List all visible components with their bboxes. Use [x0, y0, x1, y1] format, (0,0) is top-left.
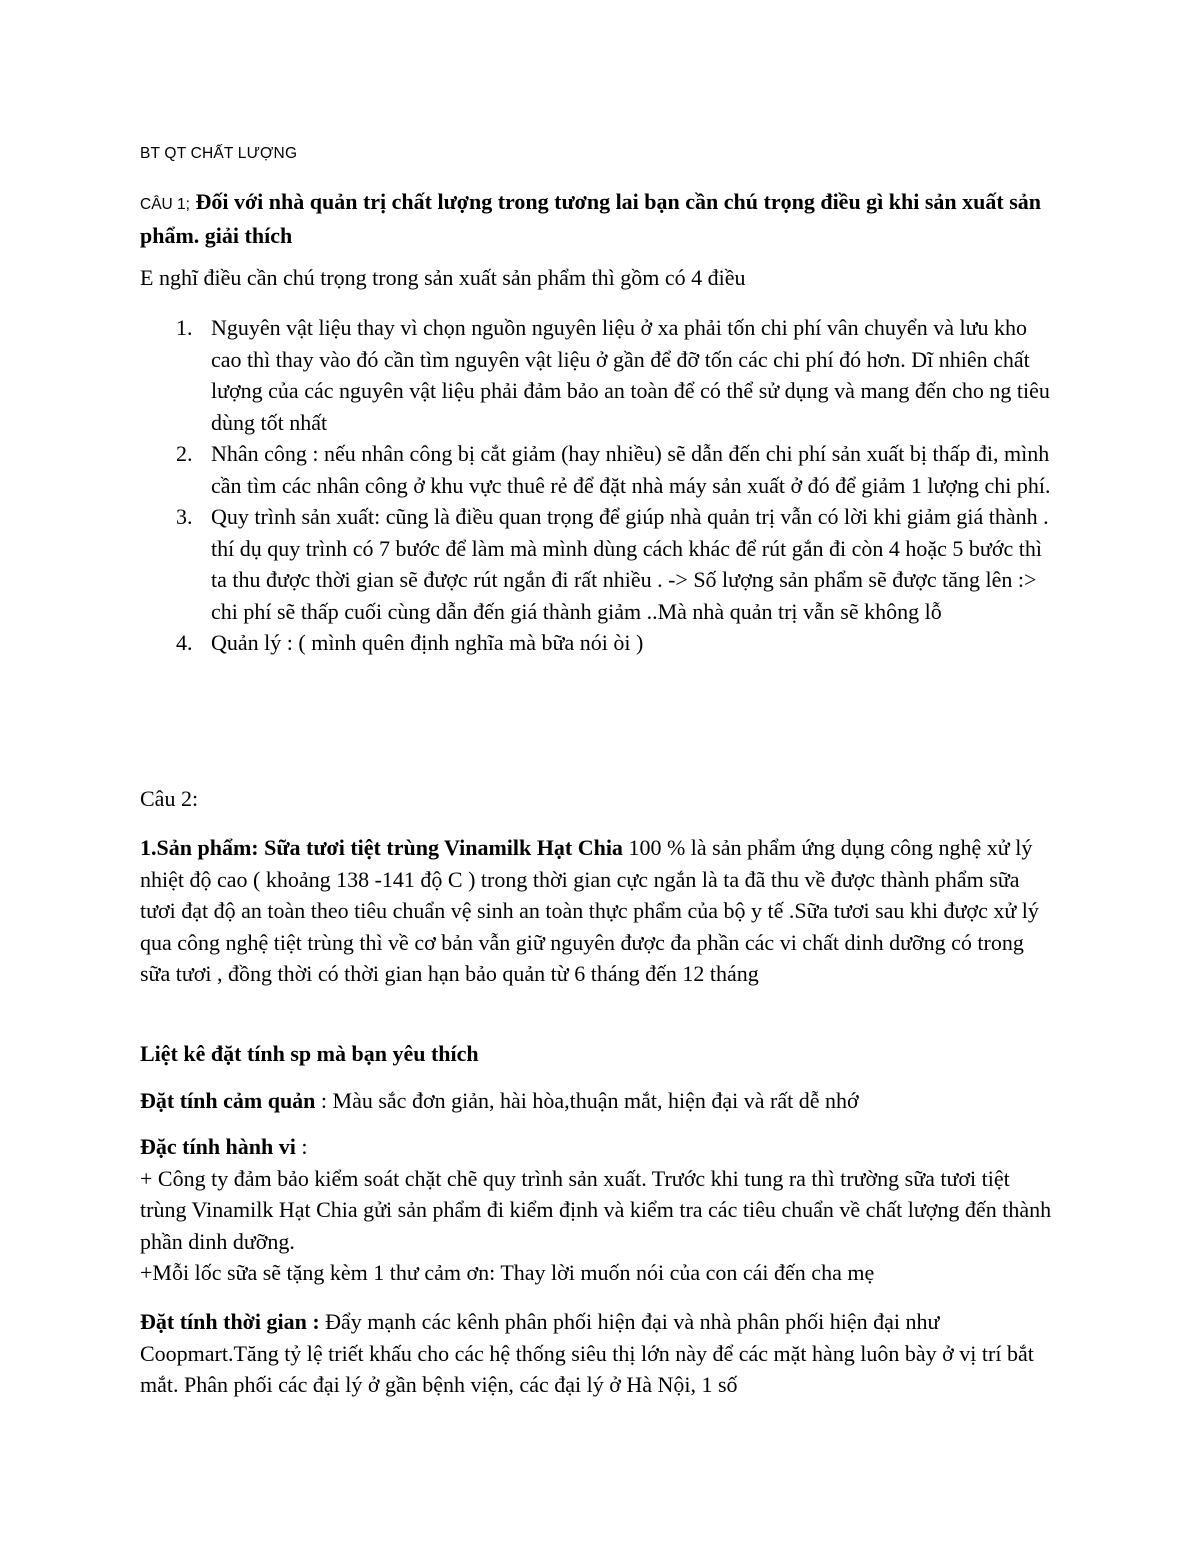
question-2-label: Câu 2: [140, 786, 199, 811]
question-1-label: CÂU 1; [140, 196, 190, 213]
question-1-intro: E nghĩ điều cần chú trọng trong sản xuất sản phẩm thì gồm có 4 điều [140, 265, 746, 290]
list-item-number: 3. [176, 504, 193, 529]
behavior-line-2: +Mỗi lốc sữa sẽ tặng kèm 1 thư cảm ơn: Thay lời muốn nói của con cái đến cha mẹ [140, 1260, 875, 1285]
list-item-text: Nhân công : nếu nhân công bị cắt giảm (hay nhiều) sẽ dẫn đến chi phí sản xuất bị thấp đi, mình cần tìm các nhân công ở khu vực thuê rẻ để đặt nhà máy sản xuất ở đó để giảm 1 lượng chi phí. [211, 441, 1051, 498]
product-lead: 1.Sản phẩm: Sữa tươi tiệt trùng Vinamilk Hạt Chia [140, 835, 623, 860]
question-1-text: Đối với nhà quản trị chất lượng trong tương lai bạn cần chú trọng điều gì khi sản xuất sản phẩm. giải thích [140, 189, 1042, 248]
list-item [140, 312, 1055, 438]
list-item-text: Quy trình sản xuất: cũng là điều quan trọng để giúp nhà quản trị vẫn có lời khi giảm giá thành . thí dụ quy trình có 7 bước để làm mà mình dùng cách khác để rút gắn đi còn 4 hoặc 5 bước thì ta thu được thời gian sẽ được rút ngắn đi rất nhiều . -> Số lượng sản phẩm sẽ được tăng lên :> chi phí sẽ thấp cuối cùng dẫn đến giá thành giảm ..Mà nhà quản trị vẫn sẽ không lỗ [211, 504, 1049, 624]
behavior-line-1: + Công ty đảm bảo kiểm soát chặt chẽ quy trình sản xuất. Trước khi tung ra thì trường sữa tươi tiệt trùng Vinamilk Hạt Chia gửi sản phẩm đi kiểm định và kiểm tra các tiêu chuẩn về chất lượng đến thành phần dinh dưỡng. [140, 1165, 1052, 1254]
list-item-number: 1. [176, 315, 193, 340]
sensory-text: : Màu sắc đơn giản, hài hòa,thuận mắt, hiện đại và rất dễ nhớ [315, 1088, 859, 1113]
sensory-label: Đặt tính cảm quản [140, 1088, 316, 1113]
time-paragraph [140, 1306, 1055, 1401]
list-item [140, 627, 1055, 659]
behavior-label: Đặc tính hành vi [140, 1134, 296, 1159]
list-item [140, 501, 1055, 627]
list-item [140, 438, 1055, 501]
question-1-heading [140, 186, 1060, 251]
time-label: Đặt tính thời gian : [140, 1309, 320, 1334]
behavior-heading [140, 1131, 1055, 1163]
time-text: Đẩy mạnh các kênh phân phối hiện đại và nhà phân phối hiện đại như Coopmart.Tăng tỷ lệ triết khấu cho các hệ thống siêu thị lớn này để các mặt hàng luôn bày ở vị trí bắt mắt. Phân phối các đại lý ở gần bệnh viện, các đại lý ở Hà Nội, 1 số [140, 1309, 1034, 1397]
behavior-colon: : [295, 1134, 308, 1159]
list-item-number: 2. [176, 441, 193, 466]
behavior-paragraph [140, 1131, 1055, 1289]
features-heading: Liệt kê đặt tính sp mà bạn yêu thích [140, 1041, 479, 1066]
question-1-list [140, 312, 1055, 659]
list-item-number: 4. [176, 630, 193, 655]
sensory-paragraph [140, 1085, 1055, 1117]
product-paragraph [140, 832, 1055, 990]
product-text: 100 % là sản phẩm ứng dụng công nghệ xử lý nhiệt độ cao ( khoảng 138 -141 độ C ) trong thời gian cực ngắn là ta đã thu về được thành phẩm sữa tươi đạt độ an toàn theo tiêu chuẩn vệ sinh an toàn thực phẩm của bộ y tế .Sữa tươi sau khi được xử lý qua công nghệ tiệt trùng thì về cơ bản vẫn giữ nguyên được đa phần các vi chất dinh dưỡng có trong sữa tươi , đồng thời có thời gian hạn bảo quản từ 6 tháng đến 12 tháng [140, 835, 1039, 986]
list-item-text: Nguyên vật liệu thay vì chọn nguồn nguyên liệu ở xa phải tốn chi phí vân chuyển và lưu kho cao thì thay vào đó cần tìm nguyên vật liệu ở gần để đỡ tốn các chi phí đó hơn. Dĩ nhiên chất lượng của các nguyên vật liệu phải đảm bảo an toàn để có thể sử dụng và mang đến cho ng tiêu dùng tốt nhất [211, 315, 1050, 435]
document-title: BT QT CHẤT LƯỢNG [140, 145, 298, 162]
list-item-text: Quản lý : ( mình quên định nghĩa mà bữa nói òi ) [211, 630, 644, 655]
